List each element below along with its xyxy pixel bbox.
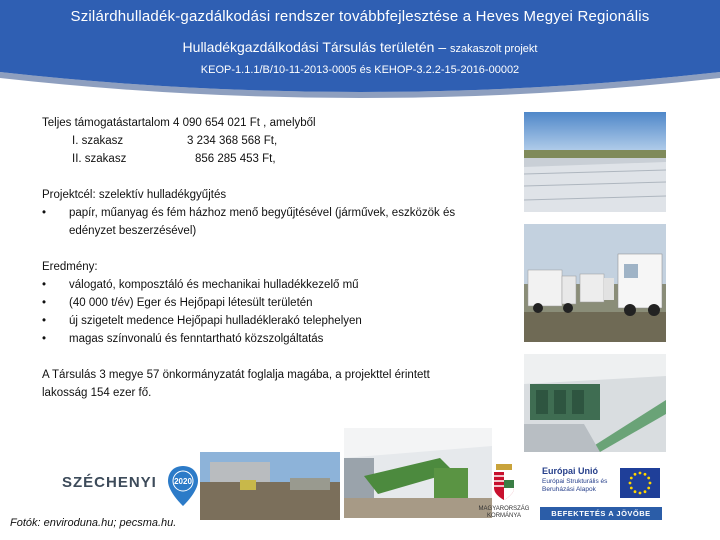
result-title: Eredmény: <box>42 261 98 273</box>
hungary-crest-icon <box>490 462 518 502</box>
summary-line: A Társulás 3 megye 57 önkormányzatát foglalja magába, a projekttel érintett <box>42 369 430 381</box>
result-bullet-text: (40 000 t/év) Eger és Hejőpapi létesült területén <box>69 297 313 309</box>
bullet-dot: • <box>42 279 47 291</box>
budget-intro: Teljes támogatástartalom 4 090 654 021 Ft , amelyből <box>42 117 316 129</box>
goal-bullet-text: edényzet beszerzésével) <box>69 225 197 237</box>
eu-logo <box>540 464 662 520</box>
project-codes: KEOP-1.1.1/B/10-11-2013-0005 és KEHOP-3.2.2-15-2016-00002 <box>200 64 520 76</box>
szechenyi-year: 2020 <box>174 477 192 486</box>
main-content <box>42 114 502 402</box>
budget-row-value: 856 285 453 Ft, <box>195 153 276 165</box>
budget-row-value: 3 234 368 568 Ft, <box>187 135 278 147</box>
header-title-small: szakaszolt projekt <box>450 43 538 55</box>
result-bullet-text: magas színvonalú és fenntartható közszolgáltatás <box>69 333 324 345</box>
government-logo-text: MAGYARORSZÁG KORMÁNYA <box>478 506 530 519</box>
trucks-photo <box>524 224 666 342</box>
goal-bullet-continuation <box>42 222 502 240</box>
header-banner <box>0 0 720 100</box>
header-title-line2 <box>0 39 720 55</box>
eu-title: Európai Unió <box>542 466 598 476</box>
result-bullet <box>42 294 502 312</box>
bullet-dot: • <box>42 297 47 309</box>
result-section <box>42 258 502 348</box>
goal-title: Projektcél: szelektív hulladékgyűjtés <box>42 189 227 201</box>
eu-slogan: BEFEKTETÉS A JÖVŐBE <box>540 507 662 520</box>
bullet-dot: • <box>42 333 47 345</box>
sorting-plant-photo <box>524 354 666 452</box>
result-bullet <box>42 330 502 348</box>
result-bullet-text: válogató, komposztáló és mechanikai hulladékkezelő mű <box>69 279 359 291</box>
header-title-main: Hulladékgazdálkodási Társulás területén – <box>182 39 451 55</box>
goal-bullet <box>42 204 502 222</box>
szechenyi-logo-text: SZÉCHENYI <box>62 474 157 491</box>
summary-line: lakosság 154 ezer fő. <box>42 387 152 399</box>
eu-flag-icon <box>620 468 660 498</box>
goal-section <box>42 186 502 240</box>
goal-bullet-text: papír, műanyag és fém házhoz menő begyűjtésével (járművek, eszközök és <box>69 207 456 219</box>
bullet-dot: • <box>42 207 47 219</box>
landfill-site-photo <box>200 452 340 520</box>
summary-section <box>42 366 502 402</box>
landfill-photo <box>524 112 666 212</box>
budget-row-label: II. szakasz <box>72 153 127 165</box>
result-bullet <box>42 312 502 330</box>
header-title-line1: Szilárdhulladék-gazdálkodási rendszer továbbfejlesztése a Heves Megyei Regionális <box>70 8 650 25</box>
loader-photo <box>344 428 492 518</box>
result-bullet-text: új szigetelt medence Hejőpapi hulladéklerakó telephelyen <box>69 315 362 327</box>
bullet-dot: • <box>42 315 47 327</box>
photo-credits: Fotók: enviroduna.hu; pecsma.hu. <box>10 517 177 529</box>
result-bullet <box>42 276 502 294</box>
szechenyi-pin-icon <box>166 464 200 508</box>
budget-row-label: I. szakasz <box>72 135 124 147</box>
budget-row-2 <box>42 150 502 168</box>
eu-subtitle: Európai Strukturális és Beruházási Alapok <box>542 478 608 493</box>
budget-row-1 <box>42 132 502 150</box>
